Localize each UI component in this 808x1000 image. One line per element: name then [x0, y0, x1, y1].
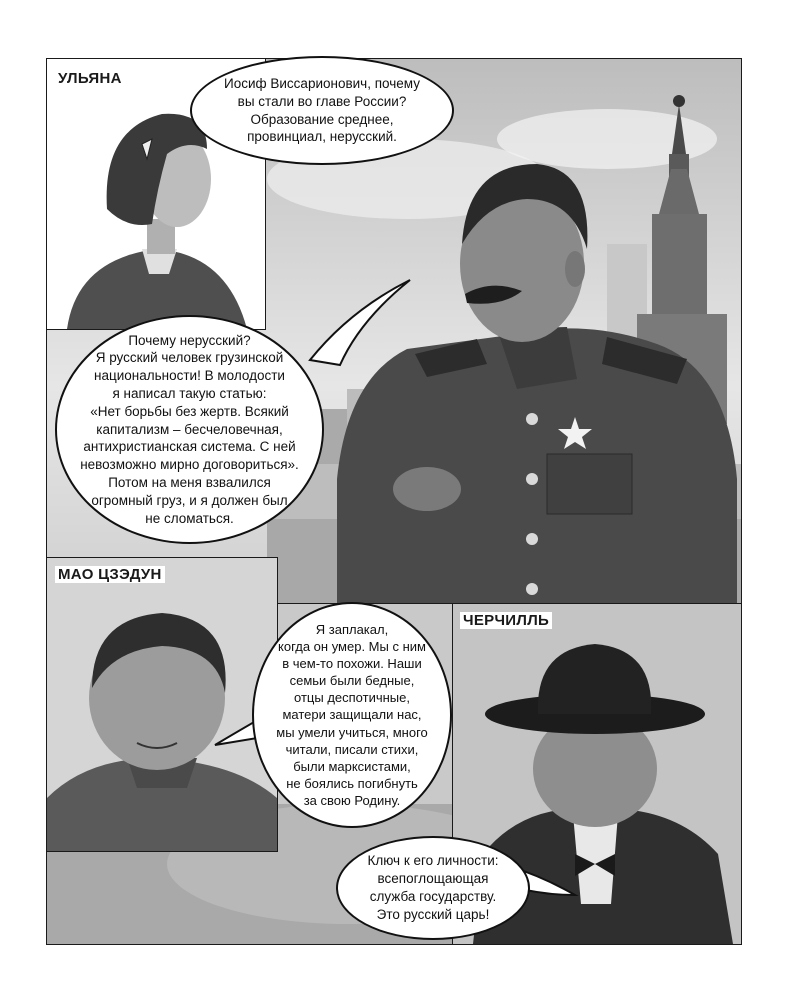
speech-bubble-ulyana — [190, 56, 454, 165]
caption-ulyana: УЛЬЯНА — [55, 70, 125, 87]
stalin-bubble-tail — [300, 270, 420, 370]
speech-text-churchill: Ключ к его личности: всепоглощающая служба государству. Это русский царь! — [367, 853, 499, 922]
caption-churchill: ЧЕРЧИЛЛЬ — [460, 612, 552, 629]
speech-bubble-mao — [252, 602, 452, 828]
speech-text-stalin: Почему нерусский? Я русский человек грузинской национальности! В молодости я написал такую статью: «Нет борьбы без жертв. Всякий капитализм – бесчеловечная, антихристианская система. С ней невозможно мирно договориться». Потом на меня взвалился огромный груз, и я должен был не сломаться. — [80, 332, 299, 526]
speech-text-mao: Я заплакал, когда он умер. Мы с ним в чем-то похожи. Наши семьи были бедные, отцы деспотичные, матери защищали нас, мы умели учиться, много читали, писали стихи, были марксистами, не боялись погибнуть за свою Родину. — [276, 621, 428, 809]
speech-bubble-churchill — [336, 836, 530, 940]
speech-bubble-stalin — [55, 315, 324, 544]
caption-mao: МАО ЦЗЭДУН — [55, 566, 165, 583]
speech-text-ulyana: Иосиф Виссарионович, почему вы стали во главе России? Образование среднее, провинциал, нерусский. — [224, 75, 420, 145]
